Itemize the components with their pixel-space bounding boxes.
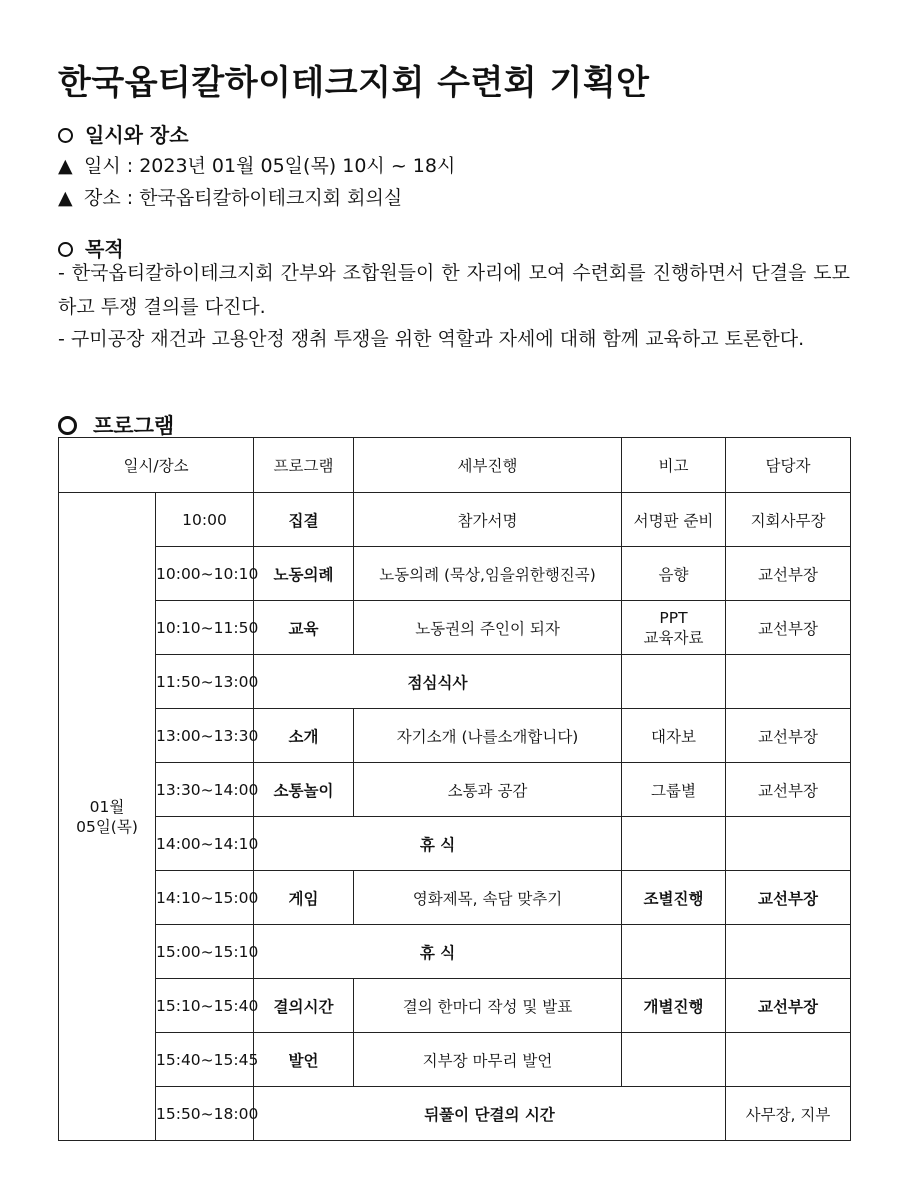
time-cell: 15:00~15:10 (156, 925, 254, 979)
section-heading-schedule (58, 119, 189, 148)
program-name-cell: 교육 (254, 601, 354, 655)
note-cell: 서명판 준비 (622, 493, 726, 547)
table-row (59, 601, 851, 655)
merged-program-cell: 휴 식 (254, 925, 622, 979)
purpose-paragraph-1: - 한국옵티칼하이테크지회 간부와 조합원들이 한 자리에 모여 수련회를 진행하면서 단결을 도모하고 투쟁 결의를 다진다. (58, 262, 850, 318)
owner-cell: 교선부장 (726, 547, 851, 601)
table-row (59, 763, 851, 817)
note-cell: 음향 (622, 547, 726, 601)
note-cell (622, 655, 726, 709)
header-cell: 담당자 (726, 438, 851, 493)
page-title: 한국옵티칼하이테크지회 수련회 기획안 (58, 63, 650, 103)
circle-bullet-icon (58, 242, 73, 257)
table-row (59, 871, 851, 925)
table-row (59, 925, 851, 979)
schedule-heading-text: 일시와 장소 (85, 123, 189, 147)
note-cell (622, 817, 726, 871)
header-cell: 세부진행 (354, 438, 622, 493)
owner-cell: 사무장, 지부 (726, 1087, 851, 1141)
circle-bullet-icon (58, 416, 77, 435)
time-cell: 10:10~11:50 (156, 601, 254, 655)
time-cell: 10:00 (156, 493, 254, 547)
owner-cell (726, 655, 851, 709)
header-cell: 비고 (622, 438, 726, 493)
table-row (59, 1033, 851, 1087)
note-cell (622, 601, 726, 655)
program-name-cell: 결의시간 (254, 979, 354, 1033)
circle-bullet-icon (58, 128, 73, 143)
note-cell (622, 925, 726, 979)
owner-cell (726, 817, 851, 871)
detail-cell: 노동의례 (묵상,임을위한행진곡) (354, 547, 622, 601)
merged-program-cell: 뒤풀이 단결의 시간 (254, 1087, 726, 1141)
triangle-bullet-icon: ▲ (58, 155, 73, 177)
time-cell: 14:10~15:00 (156, 871, 254, 925)
program-name-cell: 게임 (254, 871, 354, 925)
table-header-row (59, 438, 851, 493)
table-row (59, 655, 851, 709)
header-cell: 프로그램 (254, 438, 354, 493)
time-cell: 15:50~18:00 (156, 1087, 254, 1141)
triangle-bullet-icon: ▲ (58, 187, 73, 209)
table-row (59, 547, 851, 601)
owner-cell (726, 925, 851, 979)
schedule-place (58, 183, 402, 210)
owner-cell: 교선부장 (726, 709, 851, 763)
detail-cell: 영화제목, 속담 맞추기 (354, 871, 622, 925)
purpose-heading-text: 목적 (85, 237, 124, 261)
note-line: PPT (659, 608, 688, 627)
owner-cell: 교선부장 (726, 979, 851, 1033)
purpose-paragraph-2: - 구미공장 재건과 고용안정 쟁취 투쟁을 위한 역할과 자세에 대해 함께 교육하고 토론한다. (58, 328, 805, 350)
table-row (59, 493, 851, 547)
table-row (59, 979, 851, 1033)
note-cell (622, 1033, 726, 1087)
header-cell: 일시/장소 (59, 438, 254, 493)
detail-cell: 참가서명 (354, 493, 622, 547)
section-heading-program (58, 410, 174, 440)
note-line: 교육자료 (643, 628, 704, 647)
program-name-cell: 집결 (254, 493, 354, 547)
merged-program-cell: 휴 식 (254, 817, 622, 871)
schedule-date-text: 일시 : 2023년 01월 05일(목) 10시 ~ 18시 (84, 155, 456, 177)
time-cell: 11:50~13:00 (156, 655, 254, 709)
program-table (58, 437, 851, 1141)
owner-cell (726, 1033, 851, 1087)
time-cell: 14:00~14:10 (156, 817, 254, 871)
table-row (59, 1087, 851, 1141)
note-cell: 그룹별 (622, 763, 726, 817)
note-cell: 대자보 (622, 709, 726, 763)
owner-cell: 교선부장 (726, 871, 851, 925)
detail-cell: 지부장 마무리 발언 (354, 1033, 622, 1087)
owner-cell: 교선부장 (726, 763, 851, 817)
time-cell: 13:30~14:00 (156, 763, 254, 817)
merged-program-cell: 점심식사 (254, 655, 622, 709)
date-line: 05일(목) (76, 817, 138, 836)
table-row (59, 817, 851, 871)
program-name-cell: 소개 (254, 709, 354, 763)
schedule-place-text: 장소 : 한국옵티칼하이테크지회 회의실 (84, 187, 403, 209)
owner-cell: 교선부장 (726, 601, 851, 655)
time-cell: 10:00~10:10 (156, 547, 254, 601)
program-name-cell: 소통놀이 (254, 763, 354, 817)
time-cell: 15:10~15:40 (156, 979, 254, 1033)
note-cell: 조별진행 (622, 871, 726, 925)
program-heading-text: 프로그램 (93, 414, 175, 438)
program-name-cell: 노동의례 (254, 547, 354, 601)
schedule-date (58, 151, 455, 178)
note-cell: 개별진행 (622, 979, 726, 1033)
detail-cell: 자기소개 (나를소개합니다) (354, 709, 622, 763)
time-cell: 13:00~13:30 (156, 709, 254, 763)
time-cell: 15:40~15:45 (156, 1033, 254, 1087)
date-cell (59, 493, 156, 1141)
detail-cell: 노동권의 주인이 되자 (354, 601, 622, 655)
detail-cell: 결의 한마디 작성 및 발표 (354, 979, 622, 1033)
table-row (59, 709, 851, 763)
owner-cell: 지회사무장 (726, 493, 851, 547)
date-line: 01월 (89, 797, 125, 816)
program-name-cell: 발언 (254, 1033, 354, 1087)
detail-cell: 소통과 공감 (354, 763, 622, 817)
